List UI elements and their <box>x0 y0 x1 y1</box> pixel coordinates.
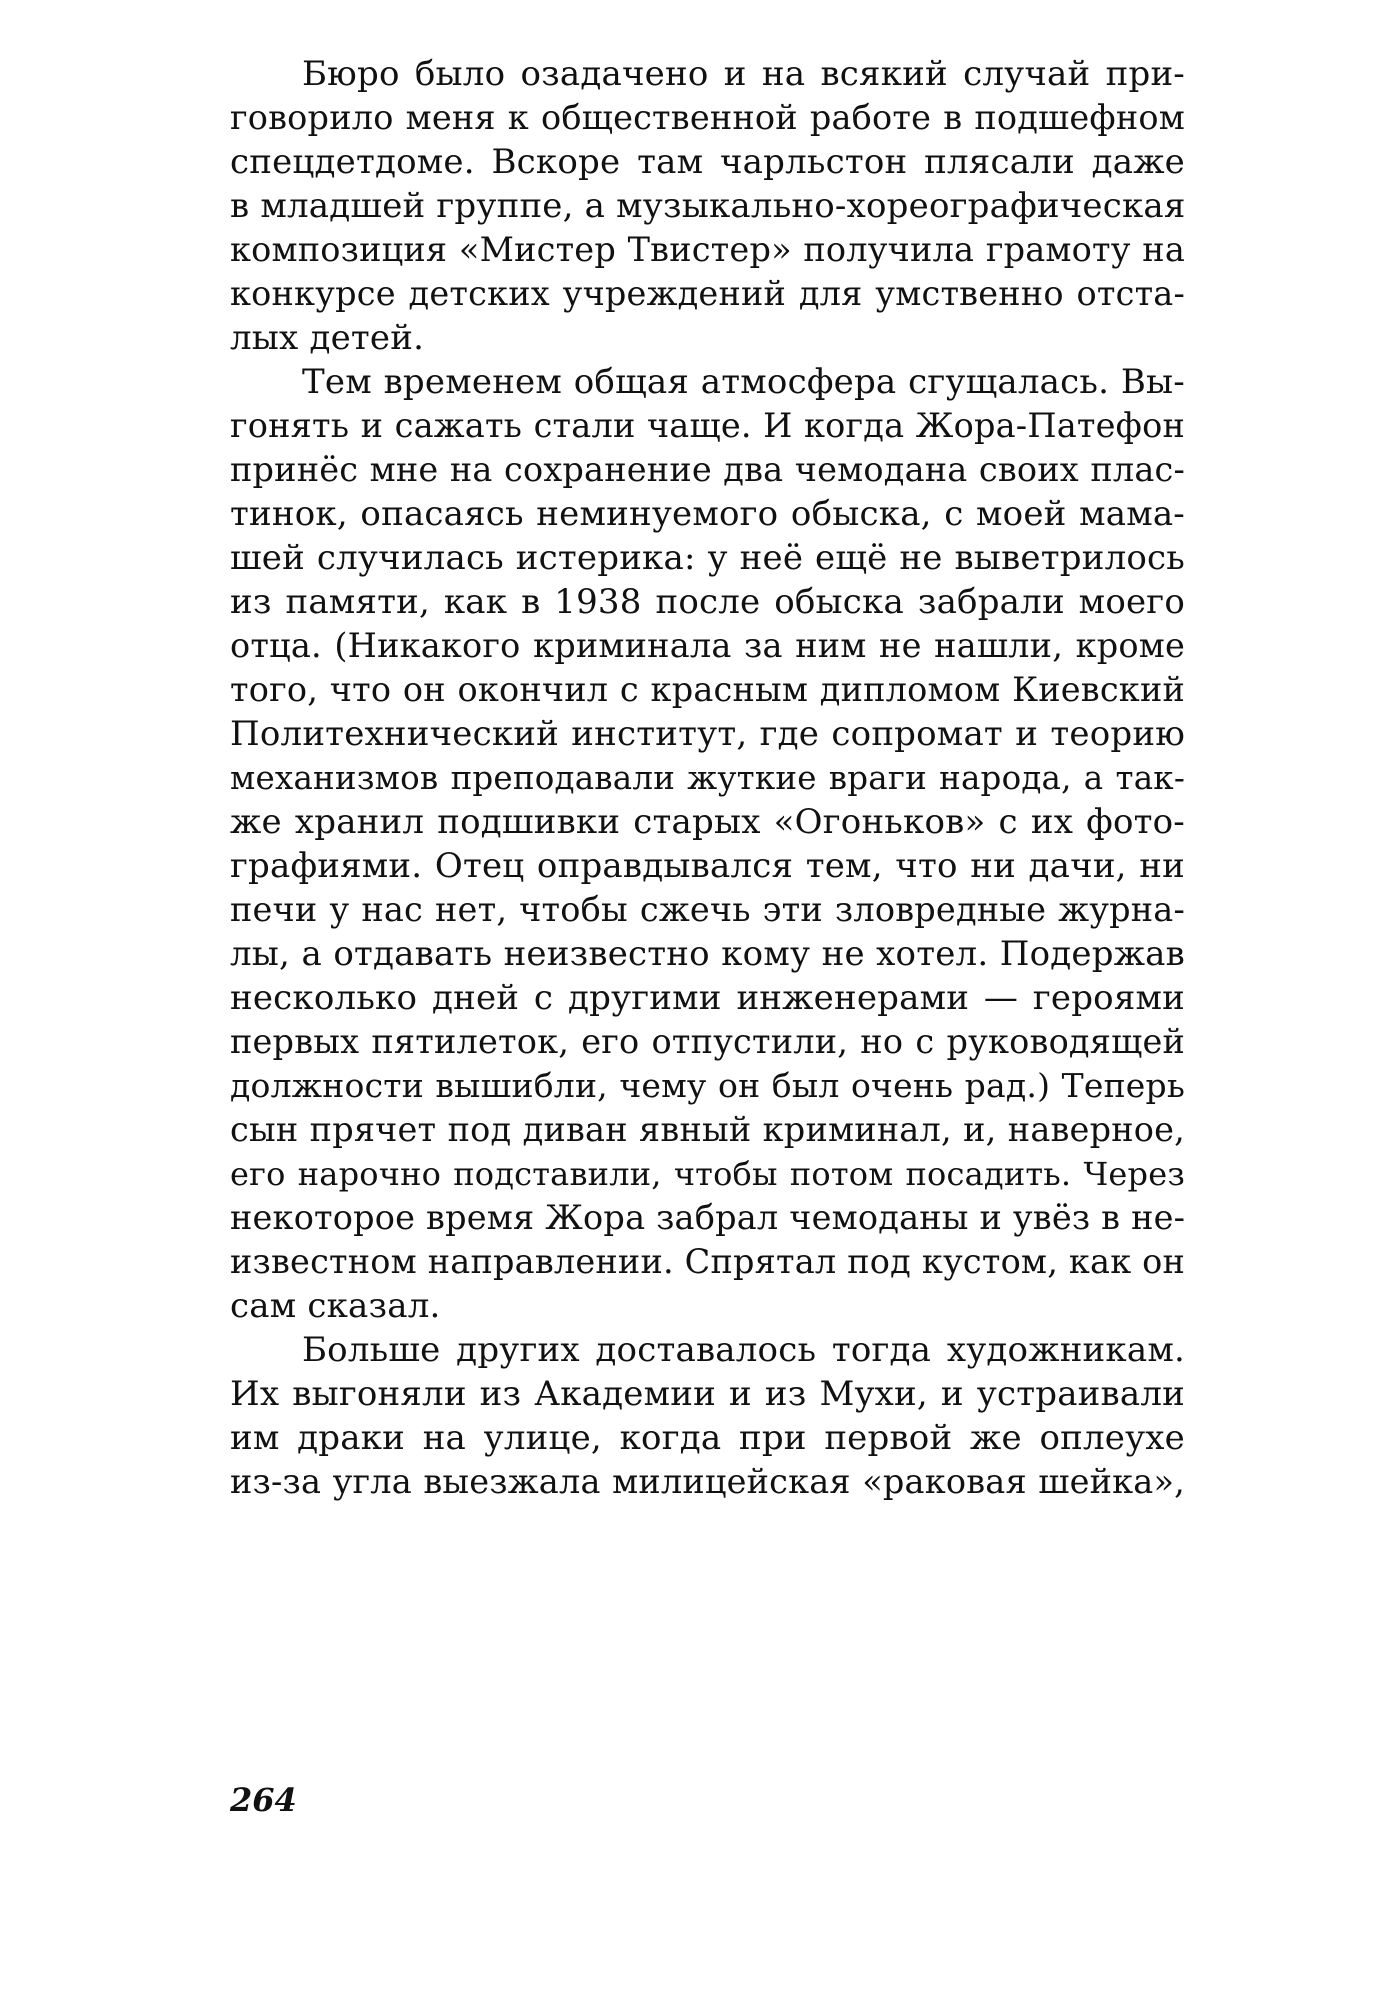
text-line: должности вышибли, чему он был очень рад.) Теперь <box>230 1066 1185 1105</box>
text-line: некоторое время Жора забрал чемоданы и увёз в не- <box>230 1198 1186 1237</box>
text-line: Их выгоняли из Академии и из Мухи, и устраивали <box>230 1374 1185 1414</box>
text-line: печи у нас нет, чтобы сжечь эти зловредные журна- <box>230 890 1185 929</box>
text-line: Больше других доставалось тогда художникам. <box>302 1330 1185 1370</box>
text-line: Бюро было озадачено и на всякий случай при- <box>302 54 1185 94</box>
text-line: тинок, опасаясь неминуемого обыска, с моей мама- <box>230 494 1185 534</box>
text-line: графиями. Отец оправдывался тем, что ни дачи, ни <box>230 846 1185 886</box>
page-number: 264 <box>230 1781 297 1819</box>
text-line: сам сказал. <box>230 1286 441 1326</box>
text-line: им драки на улице, когда при первой же оплеухе <box>230 1418 1185 1458</box>
text-line: сын прячет под диван явный криминал, и, наверное, <box>230 1110 1185 1149</box>
text-line: из памяти, как в 1938 после обыска забрали моего <box>230 582 1185 622</box>
text-line: первых пятилеток, его отпустили, но с руководящей <box>230 1022 1185 1061</box>
text-line: принёс мне на сохранение два чемодана своих плас- <box>230 450 1185 489</box>
text-line: того, что он окончил с красным дипломом Киевский <box>230 670 1185 709</box>
text-line: в младшей группе, а музыкально-хореографическая <box>230 186 1186 226</box>
text-line: Тем временем общая атмосфера сгущалась. Вы- <box>302 362 1185 402</box>
text-line: гонять и сажать стали чаще. И когда Жора-Патефон <box>230 406 1185 445</box>
text-line: шей случилась истерика: у неё ещё не выветрилось <box>230 538 1185 578</box>
text-line: композиция «Мистер Твистер» получила грамоту на <box>230 230 1185 269</box>
text-line: спецдетдоме. Вскоре там чарльстон плясали даже <box>230 142 1185 182</box>
text-line: известном направлении. Спрятал под кустом, как он <box>230 1242 1186 1281</box>
text-line: говорило меня к общественной работе в подшефном <box>230 98 1185 137</box>
text-line: Политехнический институт, где сопромат и теорию <box>230 714 1185 754</box>
text-line: лы, а отдавать неизвестно кому не хотел. Подержав <box>230 934 1185 974</box>
text-line: из-за угла выезжала милицейская «раковая шейка», <box>230 1462 1185 1501</box>
text-line: же хранил подшивки старых «Огоньков» с их фото- <box>230 802 1185 842</box>
text-line: конкурсе детских учреждений для умственно отста- <box>230 274 1185 313</box>
text-line: отца. (Никакого криминала за ним не нашли, кроме <box>230 626 1185 665</box>
text-line: механизмов преподавали жуткие враги народа, а так- <box>230 759 1185 797</box>
text-line: его нарочно подставили, чтобы потом посадить. Через <box>230 1155 1185 1193</box>
text-line: несколько дней с другими инженерами — героями <box>230 978 1185 1018</box>
text-line: лых детей. <box>230 318 425 358</box>
